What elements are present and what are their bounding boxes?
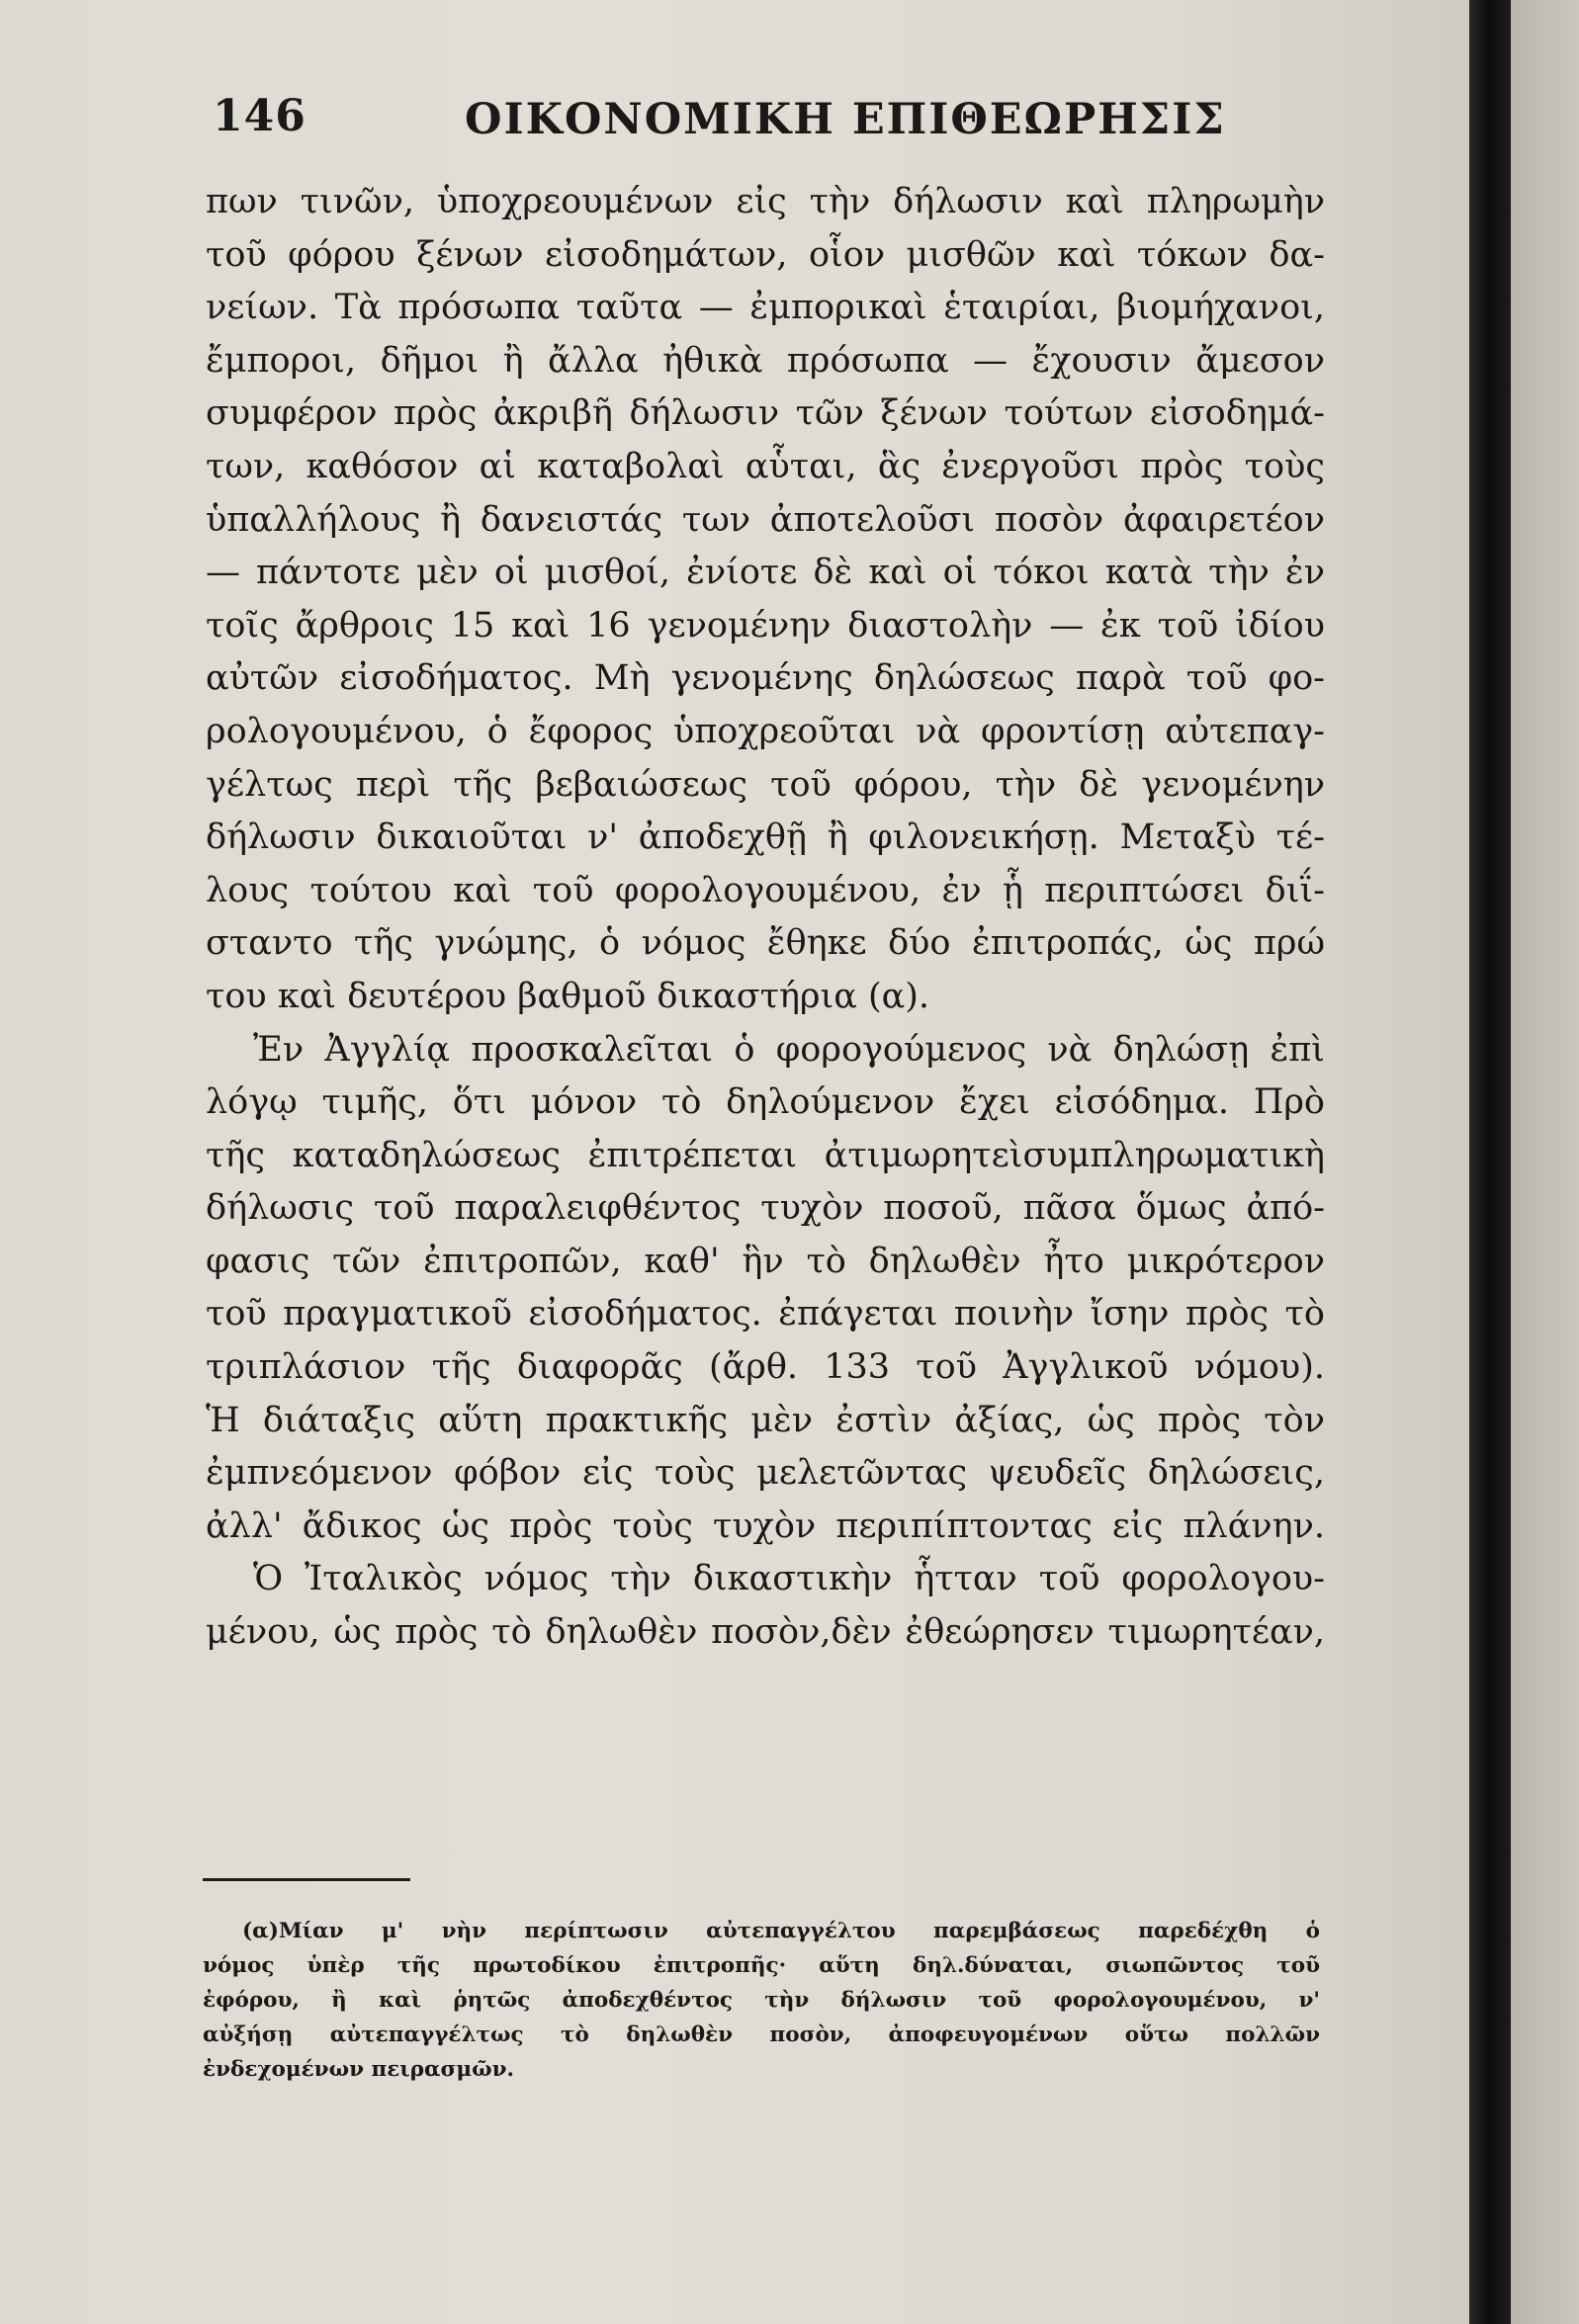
text-line-18: λόγῳ τιμῆς, ὅτι μόνον τὸ δηλούμενον ἔχει εἰσόδημα. Πρὸ (206, 1082, 1325, 1123)
text-line-21: φασις τῶν ἐπιτροπῶν, καθ' ἣν τὸ δηλωθὲν ἦτο μικρότερον (206, 1241, 1325, 1281)
text-line-4: ἔμποροι, δῆμοι ἢ ἄλλα ἠθικὰ πρόσωπα — ἔχουσιν ἄμεσον (206, 340, 1325, 381)
text-line-27: Ὁ Ἰταλικὸς νόμος τὴν δικαστικὴν ἧτταν τοῦ φορολογου- (253, 1559, 1325, 1599)
text-line-7: ὑπαλλήλους ἢ δανειστάς των ἀποτελοῦσι ποσὸν ἀφαιρετέον (206, 499, 1325, 540)
text-line-28: μένου, ὡς πρὸς τὸ δηλωθὲν ποσὸν,δὲν ἐθεώρησεν τιμωρητέαν, (206, 1612, 1325, 1653)
text-line-9: τοῖς ἄρθροις 15 καὶ 16 γενομένην διαστολὴν — ἐκ τοῦ ἰδίου (206, 605, 1325, 646)
text-line-1: πων τινῶν, ὑποχρεουμένων εἰς τὴν δήλωσιν καὶ πληρωμὴν (206, 182, 1325, 221)
footnote-line-3: ἐφόρου, ἢ καὶ ῥητῶς ἀποδεχθέντος τὴν δήλωσιν τοῦ φορολογουμένου, ν' (203, 1988, 1320, 2013)
footnote-line-4: αὐξήσῃ αὐτεπαγγέλτως τὸ δηλωθὲν ποσὸν, ἀποφευγομένων οὕτω πολλῶν (203, 2023, 1320, 2047)
text-line-19: τῆς καταδηλώσεως ἐπιτρέπεται ἀτιμωρητεὶσυμπληρωματικὴ (206, 1135, 1325, 1175)
text-line-14: λους τούτου καὶ τοῦ φορολογουμένου, ἐν ᾗ περιπτώσει διΐ- (206, 870, 1325, 910)
text-line-5: συμφέρον πρὸς ἀκριβῆ δήλωσιν τῶν ξένων τούτων εἰσοδημά- (206, 393, 1325, 434)
text-line-6: των, καθόσον αἱ καταβολαὶ αὗται, ἃς ἐνεργοῦσι πρὸς τοὺς (206, 446, 1325, 486)
text-line-23: τριπλάσιον τῆς διαφορᾶς (ἄρθ. 133 τοῦ Ἀγγλικοῦ νόμου). (206, 1347, 1325, 1388)
text-line-3: νείων. Τὰ πρόσωπα ταῦτα — ἐμπορικαὶ ἑταιρίαι, βιομήχανοι, (206, 288, 1325, 328)
adjacent-page-edge (1511, 0, 1579, 2324)
text-line-10: αὐτῶν εἰσοδήματος. Μὴ γενομένης δηλώσεως παρὰ τοῦ φο- (206, 658, 1325, 699)
footnote-line-1: (α)Μίαν μ' νὴν περίπτωσιν αὐτεπαγγέλτου παρεμβάσεως παρεδέχθη ὁ (242, 1919, 1320, 1943)
body-text (206, 176, 1325, 1660)
text-line-15: σταντο τῆς γνώμης, ὁ νόμος ἔθηκε δύο ἐπιτροπάς, ὡς πρώ (206, 923, 1325, 964)
text-line-20: δήλωσις τοῦ παραλειφθέντος τυχὸν ποσοῦ, πᾶσα ὅμως ἀπό- (206, 1188, 1325, 1229)
text-line-22: τοῦ πραγματικοῦ εἰσοδήματος. ἐπάγεται ποινὴν ἴσην πρὸς τὸ (206, 1294, 1325, 1334)
text-line-25: ἐμπνεόμενον φόβον εἰς τοὺς μελετῶντας ψευδεῖς δηλώσεις, (206, 1453, 1325, 1494)
book-spine-shadow (1469, 0, 1511, 2324)
footnote (203, 1914, 1320, 2087)
text-line-26: ἀλλ' ἄδικος ὡς πρὸς τοὺς τυχὸν περιπίπτοντας εἰς πλάνην. (206, 1506, 1325, 1546)
footnote-divider (203, 1878, 410, 1881)
footnote-line-5: ἐνδεχομένων πειρασμῶν. (203, 2057, 514, 2082)
text-line-17: Ἐν Ἀγγλίᾳ προσκαλεῖται ὁ φορογούμενος νὰ δηλώσῃ ἐπὶ (253, 1029, 1325, 1070)
running-title: ΟΙΚΟΝΟΜΙΚΗ ΕΠΙΘΕΩΡΗΣΙΣ (465, 95, 1226, 144)
text-line-16: του καὶ δευτέρου βαθμοῦ δικαστήρια (α). (206, 976, 930, 1016)
text-line-2: τοῦ φόρου ξένων εἰσοδημάτων, οἷον μισθῶν καὶ τόκων δα- (206, 234, 1325, 275)
running-header (213, 91, 1330, 160)
text-line-12: γέλτως περὶ τῆς βεβαιώσεως τοῦ φόρου, τὴν δὲ γενομένην (206, 764, 1325, 805)
text-line-8: — πάντοτε μὲν οἱ μισθοί, ἐνίοτε δὲ καὶ οἱ τόκοι κατὰ τὴν ἐν (206, 553, 1325, 593)
text-line-13: δήλωσιν δικαιοῦται ν' ἀποδεχθῇ ἢ φιλονεικήσῃ. Μεταξὺ τέ- (206, 818, 1325, 858)
text-line-24: Ἡ διάταξις αὕτη πρακτικῆς μὲν ἐστὶν ἀξίας, ὡς πρὸς τὸν (206, 1400, 1325, 1440)
page-number: 146 (213, 91, 307, 141)
text-line-11: ρολογουμένου, ὁ ἔφορος ὑποχρεοῦται νὰ φροντίσῃ αὐτεπαγ- (206, 711, 1325, 751)
footnote-line-2: νόμος ὑπὲρ τῆς πρωτοδίκου ἐπιτροπῆς· αὕτη δηλ.δύναται, σιωπῶντος τοῦ (203, 1953, 1320, 1978)
